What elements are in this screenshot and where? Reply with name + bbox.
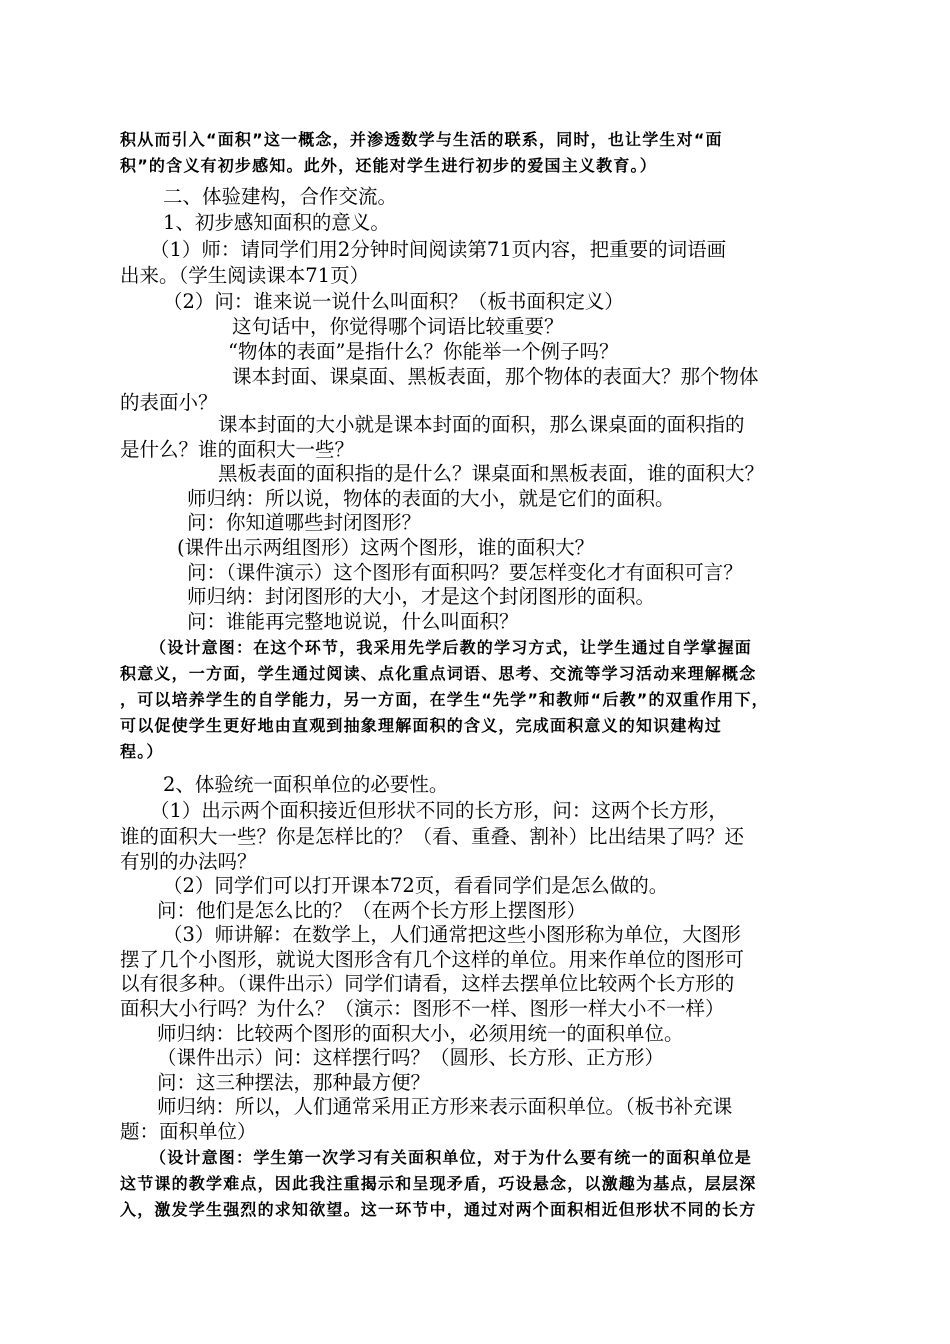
subsection-heading: 1、初步感知面积的意义。 — [163, 211, 390, 234]
paragraph-line: 是什么？谁的面积大一些？ — [120, 438, 355, 461]
paragraph-line: 师归纳：所以，人们通常采用正方形来表示面积单位。（板书补充课 — [157, 1095, 733, 1118]
paragraph-line: 师归纳：封闭图形的大小，才是这个封闭图形的面积。 — [187, 585, 656, 608]
paragraph-line: 课本封面、课桌面、黑板表面，那个物体的表面大？那个物体 — [232, 365, 759, 388]
design-note-line: （设计意图：在这个环节，我采用先学后教的学习方式，让学生通过自学掌握面 — [150, 638, 753, 657]
design-note-line: 程。） — [120, 742, 164, 761]
paragraph-line: 问：（课件演示）这个图形有面积吗？要怎样变化才有面积可言？ — [187, 561, 743, 584]
paragraph-line: 师归纳：所以说，物体的表面的大小，就是它们的面积。 — [187, 487, 675, 510]
paragraph-line: （3）师讲解：在数学上，人们通常把这些小图形称为单位，大图形 — [163, 923, 741, 946]
paragraph-line: 黑板表面的面积指的是什么？课桌面和黑板表面，谁的面积大？ — [218, 462, 765, 485]
paragraph-line: （2）问：谁来说一说什么叫面积？（板书面积定义） — [163, 290, 624, 313]
design-note-line: （设计意图：学生第一次学习有关面积单位，对于为什么要有统一的面积单位是 — [150, 1148, 753, 1167]
design-note-line: 可以促使学生更好地由直观到抽象理解面积的含义，完成面积意义的知识建构过 — [120, 716, 723, 735]
paragraph-line: 谁的面积大一些？你是怎样比的？（看、重叠、割补）比出结果了吗？还 — [120, 825, 745, 848]
design-note-line: 积从而引入“面积”这一概念，并渗透数学与生活的联系，同时，也让学生对“面 — [120, 130, 723, 149]
design-note-line: 这节课的教学难点，因此我注重揭示和呈现矛盾，巧设悬念，以激趣为基点，层层深 — [120, 1174, 757, 1193]
paragraph-line: 面积大小行吗？为什么？（演示：图形不一样、图形一样大小不一样） — [120, 997, 725, 1020]
paragraph-line: 师归纳：比较两个图形的面积大小，必须用统一的面积单位。 — [157, 1022, 684, 1045]
paragraph-line: “物体的表面”是指什么？你能举一个例子吗？ — [228, 340, 619, 363]
paragraph-line: (课件出示两组图形）这两个图形，谁的面积大？ — [177, 536, 595, 559]
paragraph-line: （2）同学们可以打开课本72页，看看同学们是怎么做的。 — [163, 874, 669, 897]
paragraph-line: 摆了几个小图形，就说大图形含有几个这样的单位。用来作单位的图形可 — [120, 948, 745, 971]
paragraph-line: 有别的办法吗？ — [120, 850, 257, 873]
paragraph-line: 问：他们是怎么比的？（在两个长方形上摆图形） — [157, 899, 587, 922]
section-heading: 二、体验建构，合作交流。 — [163, 185, 398, 208]
paragraph-line: 问：你知道哪些封闭图形？ — [187, 511, 422, 534]
paragraph-line: （课件出示）问：这样摆行吗？（圆形、长方形、正方形） — [157, 1046, 665, 1069]
paragraph-line: 问：这三种摆法，那种最方便？ — [157, 1071, 431, 1094]
paragraph-line: 的表面小？ — [120, 391, 218, 414]
design-note-line: 积”的含义有初步感知。此外，还能对学生进行初步的爱国主义教育。） — [120, 156, 657, 175]
design-note-line: 积意义，一方面，学生通过阅读、点化重点词语、思考、交流等学习活动来理解概念 — [120, 664, 757, 683]
paragraph-line: 课本封面的大小就是课本封面的面积，那么课桌面的面积指的 — [218, 413, 745, 436]
paragraph-line: 以有很多种。（课件出示）同学们请看，这样去摆单位比较两个长方形的 — [120, 972, 735, 995]
paragraph-line: 出来。（学生阅读课本71页） — [120, 264, 370, 287]
subsection-heading: 2、体验统一面积单位的必要性。 — [163, 773, 449, 796]
paragraph-line: 题：面积单位） — [120, 1120, 257, 1143]
paragraph-line: 问：谁能再完整地说说，什么叫面积？ — [187, 610, 519, 633]
paragraph-line: （1）出示两个面积接近但形状不同的长方形，问：这两个长方形， — [150, 799, 728, 822]
design-note-line: ，可以培养学生的自学能力，另一方面，在学生“先学”和教师“后教”的双重作用下， — [120, 690, 769, 709]
paragraph-line: 这句话中，你觉得哪个词语比较重要？ — [232, 315, 564, 338]
design-note-line: 入，激发学生强烈的求知欲望。这一环节中，通过对两个面积相近但形状不同的长方 — [120, 1200, 757, 1219]
paragraph-line: （1）师：请同学们用2分钟时间阅读第71页内容，把重要的词语画 — [150, 238, 727, 261]
